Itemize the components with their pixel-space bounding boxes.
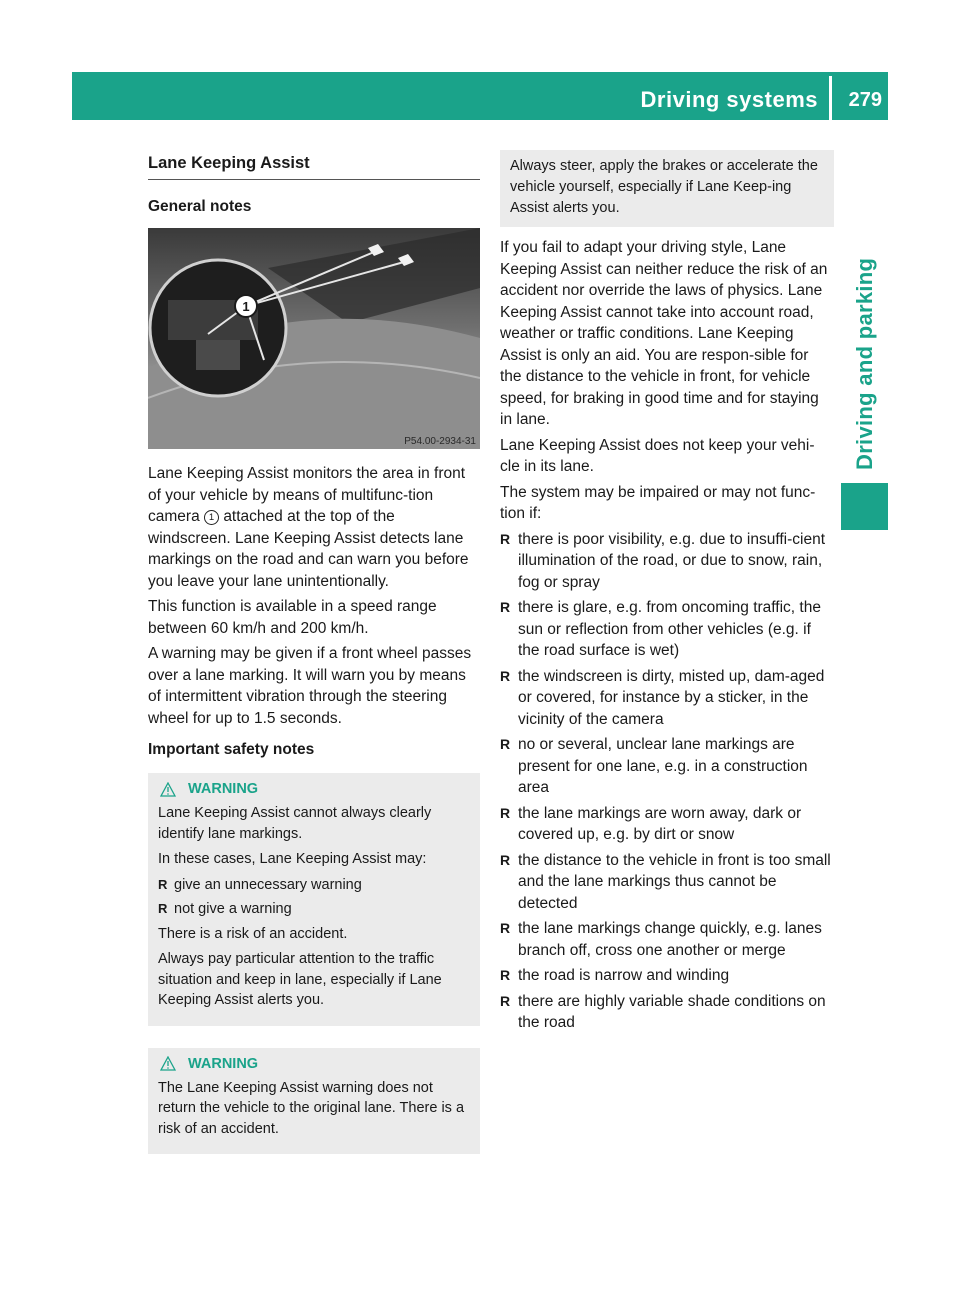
warning-text: There is a risk of an accident. xyxy=(158,925,348,942)
header-title: Driving systems xyxy=(640,87,818,112)
intro-text-before: Lane Keeping Assist monitors the area in front of your vehicle by means of multifunc-tion camera xyxy=(148,465,466,525)
list-item-text: not give a warning xyxy=(174,901,292,917)
general-notes-heading: General notes xyxy=(148,198,252,215)
section-title: Lane Keeping Assist xyxy=(148,150,480,180)
warning-icon xyxy=(160,1056,176,1071)
list-item: R not give a warning xyxy=(158,899,470,920)
speed-range-paragraph: This function is available in a speed range between 60 km/h and 200 km/h. xyxy=(148,598,437,637)
figure-code: P54.00-2934-31 xyxy=(404,436,476,447)
figure-illustration xyxy=(148,228,480,449)
list-item: R there is glare, e.g. from oncoming traffic, the sun or reflection from other vehicles (e.g. if the road surface is wet) xyxy=(500,597,834,662)
list-item: R the road is narrow and winding xyxy=(500,965,834,987)
page-number: 279 xyxy=(848,89,882,111)
list-item-text: the distance to the vehicle in front is too small and the lane markings thus cannot be detected xyxy=(518,851,831,912)
list-item: R no or several, unclear lane markings are present for one lane, e.g. in a construction area xyxy=(500,734,834,799)
warning-mode-paragraph: A warning may be given if a front wheel passes over a lane marking. It will warn you by means of intermittent vibration through the steering wheel for up to 1.5 seconds. xyxy=(148,645,472,727)
side-tab-label: Driving and parking xyxy=(852,257,877,470)
list-item-text: there are highly variable shade conditions on the road xyxy=(518,992,826,1031)
intro-paragraph xyxy=(148,463,480,592)
list-item: R the distance to the vehicle in front is too small and the lane markings thus cannot be detected xyxy=(500,850,834,915)
list-item: R the lane markings are worn away, dark or covered up, e.g. by dirt or snow xyxy=(500,803,834,846)
right-column xyxy=(500,150,834,1038)
side-tab-square xyxy=(841,483,888,530)
list-item: R there is poor visibility, e.g. due to insuffi-cient illumination of the road, or due to snow, rain, fog or spray xyxy=(500,529,834,594)
callout-number: 1 xyxy=(204,510,219,525)
figure-callout-1: 1 xyxy=(242,299,250,314)
warning-text: Always pay particular attention to the traffic situation and keep in lane, especially if Lane Keeping Assist alerts you. xyxy=(158,951,442,1008)
list-item-text: there is glare, e.g. from oncoming traffic, the sun or reflection from other vehicles (e.g. if the road surface is wet) xyxy=(518,599,821,659)
intro-text-after: attached at the top of the windscreen. Lane Keeping Assist detects lane markings on the road and can warn you before you leave your lane unintentionally. xyxy=(148,508,469,590)
warning-box-1 xyxy=(148,773,480,1026)
header-divider xyxy=(829,76,832,120)
body-paragraph: Lane Keeping Assist does not keep your vehi-cle in its lane. xyxy=(500,436,815,475)
note-text: Always steer, apply the brakes or accelerate the vehicle yourself, especially if Lane Keep-ing Assist alerts you. xyxy=(510,158,818,216)
safety-notes-heading: Important safety notes xyxy=(148,741,315,758)
page-header xyxy=(72,72,888,120)
left-column xyxy=(148,150,480,1176)
body-paragraph: The system may be impaired or may not func-tion if: xyxy=(500,483,816,522)
list-item-text: the lane markings change quickly, e.g. lanes branch off, cross one another or merge xyxy=(518,920,822,959)
list-item-text: there is poor visibility, e.g. due to insuffi-cient illumination of the road, or due to snow, rain, fog or spray xyxy=(518,530,825,591)
list-item: R give an unnecessary warning xyxy=(158,875,470,896)
list-item-text: no or several, unclear lane markings are present for one lane, e.g. in a construction area xyxy=(518,736,808,796)
note-box xyxy=(500,150,834,227)
list-item-text: the lane markings are worn away, dark or covered up, e.g. by dirt or snow xyxy=(518,804,802,843)
warning-text: Lane Keeping Assist cannot always clearly identify lane markings. xyxy=(158,805,432,842)
list-item-text: the road is narrow and winding xyxy=(518,967,730,984)
list-item: R there are highly variable shade conditions on the road xyxy=(500,991,834,1034)
body-paragraph: If you fail to adapt your driving style, Lane Keeping Assist can neither reduce the risk of an accident nor override the laws of physics. Lane Keeping Assist cannot take into account road, weather or traffic conditions. Lane Keeping Assist is only an aid. You are respon-sible for the distance to the vehicle in front, for vehicle speed, for braking in good time and for staying in lane. xyxy=(500,239,828,428)
camera-windscreen-illustration xyxy=(148,228,480,449)
list-item-text: the windscreen is dirty, misted up, dam-aged or covered, for instance by a sticker, in the vicinity of the camera xyxy=(518,667,825,728)
list-item: R the windscreen is dirty, misted up, dam-aged or covered, for instance by a sticker, in the vicinity of the camera xyxy=(500,666,834,731)
warning-box-2 xyxy=(148,1048,480,1155)
side-tab xyxy=(841,140,888,1300)
warning-title: WARNING xyxy=(188,781,259,797)
warning-title: WARNING xyxy=(188,1055,259,1072)
warning-text: The Lane Keeping Assist warning does not return the vehicle to the original lane. There is a risk of an accident. xyxy=(158,1079,465,1137)
list-item: R the lane markings change quickly, e.g. lanes branch off, cross one another or merge xyxy=(500,918,834,961)
warning-text: In these cases, Lane Keeping Assist may: xyxy=(158,851,427,867)
warning-icon xyxy=(160,782,176,797)
list-item-text: give an unnecessary warning xyxy=(174,876,362,893)
